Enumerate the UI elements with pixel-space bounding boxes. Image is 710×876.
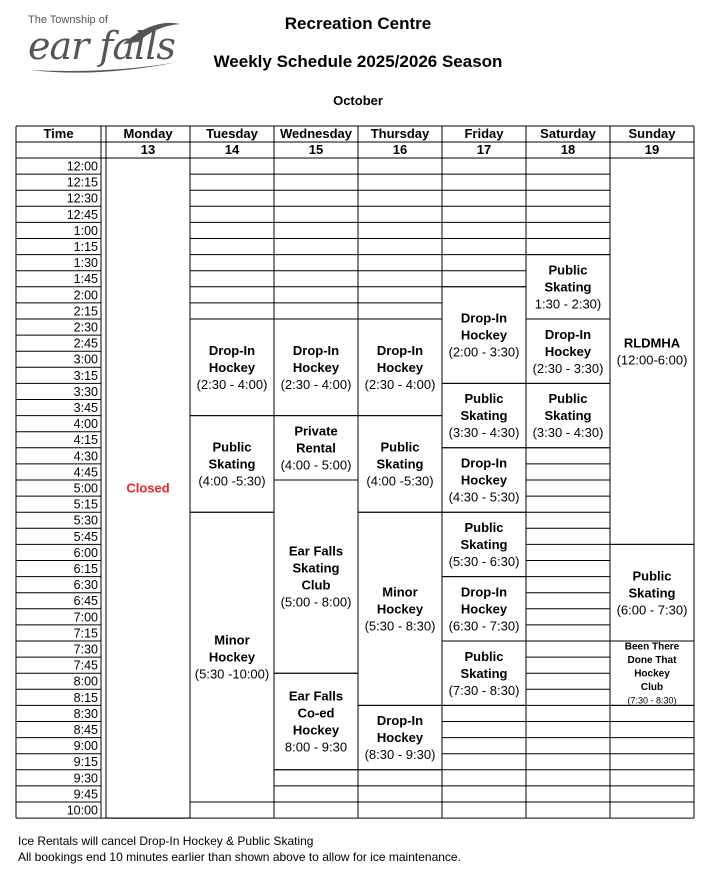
event-label: Skating [460,408,508,424]
event-label: Club [301,577,331,593]
event-label: (7:30 - 8:30) [448,682,520,698]
time-label: 6:00 [73,545,98,560]
time-label: 5:00 [73,481,98,496]
event-label: Public [632,568,672,584]
time-label: 5:30 [73,513,98,528]
column-header-day: Tuesday [206,126,258,141]
event-label: Public [464,648,504,664]
event-label: (4:00 -5:30) [198,473,266,489]
event-label: Public [212,439,252,455]
event-label: (2:30 - 4:00) [196,376,268,392]
event-label: (6:30 - 7:30) [448,618,520,634]
page-title: Recreation Centre [284,14,432,33]
event-label: Drop-In [460,455,508,471]
time-label: 12:30 [66,191,98,206]
event-label: (2:30 - 4:00) [280,376,352,392]
time-label: 7:30 [73,642,98,657]
time-label: 2:30 [73,320,98,335]
event-label: Hockey [292,722,340,738]
time-label: 3:30 [73,384,98,399]
event-label: Skating [460,536,508,552]
column-header-date: 16 [392,142,408,157]
event-label: (12:00-6:00) [616,352,688,368]
time-label: 4:45 [73,465,98,480]
event-label: Been There [624,641,680,653]
event-label: Ear Falls [288,543,344,559]
column-header-day: Saturday [540,126,596,141]
event-label: Hockey [460,601,508,617]
footer-note-rentals: Ice Rentals will cancel Drop-In Hockey & Public Skating [18,834,314,848]
time-label: 12:15 [66,175,98,190]
time-label: 6:45 [73,594,98,609]
column-header-date: 15 [308,142,324,157]
event-label: Hockey [292,359,340,375]
time-label: 8:00 [73,674,98,689]
event-label: 1:30 - 2:30) [534,296,602,312]
time-label: 12:45 [66,207,98,222]
event-label: Public [548,391,588,407]
time-label: 7:15 [73,626,98,641]
time-label: 10:00 [66,803,98,818]
event-label: Hockey [376,730,424,746]
event-label: (3:30 - 4:30) [448,425,520,441]
time-label: 8:45 [73,723,98,737]
time-label: 1:30 [73,256,98,271]
column-header-date: 17 [476,142,492,157]
event-label: Skating [208,456,256,472]
time-label: 4:15 [73,433,98,448]
time-label: 5:45 [73,529,98,544]
event-label: Hockey [208,359,256,375]
event-label: Drop-In [460,584,508,600]
time-label: 9:30 [73,771,98,786]
column-header-date: 19 [644,142,660,157]
event-label: Drop-In [544,326,592,342]
event-label: Skating [376,456,424,472]
column-header-date: 18 [560,142,576,157]
event-label: Minor [214,632,250,648]
time-label: 9:00 [73,739,98,754]
event-label: (7:30 - 8:30) [627,695,677,706]
time-label: 12:00 [66,159,98,174]
event-label: Public [464,519,504,535]
column-header-day: Thursday [370,126,430,141]
event-label: Drop-In [376,713,424,729]
column-header-day: Time [43,126,74,141]
event-label: Rental [296,440,336,456]
time-label: 2:45 [73,336,98,351]
time-label: 9:45 [73,787,98,802]
time-label: 3:45 [73,401,98,415]
event-label: Public [464,391,504,407]
event-label: (2:00 - 3:30) [448,344,520,360]
event-label: (5:30 - 8:30) [364,618,436,634]
time-label: 5:15 [73,497,98,512]
event-label: (6:00 - 7:30) [616,602,688,618]
event-label: Hockey [376,601,424,617]
time-label: 2:15 [73,304,98,319]
time-label: 4:30 [73,449,98,464]
event-label: Skating [544,279,592,295]
event-label: Skating [544,408,592,424]
event-label: RLDMHA [623,335,681,351]
event-label: (4:30 - 5:30) [448,489,520,505]
event-label: Drop-In [292,342,340,358]
event-label: (3:30 - 4:30) [532,425,604,441]
time-label: 7:00 [73,610,98,625]
footer-note-bookings: All bookings end 10 minutes earlier than shown above to allow for ice maintenance. [18,850,461,864]
event-label: Skating [292,560,340,576]
page-subtitle: Weekly Schedule 2025/2026 Season [213,52,503,71]
time-label: 3:15 [73,368,98,383]
event-label: Hockey [376,359,424,375]
event-label: Hockey [634,668,670,680]
time-label: 1:45 [73,272,98,287]
column-header-day: Sunday [628,126,676,141]
event-label: Public [548,262,588,278]
column-header-day: Friday [464,126,504,141]
event-label: (8:30 - 9:30) [364,747,436,763]
event-label: Closed [126,480,170,496]
time-label: 4:00 [73,417,98,432]
event-label: (2:30 - 4:00) [364,376,436,392]
time-label: 6:15 [73,562,98,576]
event-label: 8:00 - 9:30 [284,739,348,755]
time-label: 6:30 [73,578,98,593]
time-label: 8:30 [73,706,98,721]
event-label: Skating [628,585,676,601]
event-label: Drop-In [208,342,256,358]
event-label: Done That [627,655,677,667]
event-label: (5:30 - 6:30) [448,553,520,569]
time-label: 8:15 [73,690,98,705]
time-label: 7:45 [73,658,98,673]
event-label: Ear Falls [288,688,344,704]
event-label: Private [294,423,338,439]
logo-small-text: The Township of [28,14,108,26]
column-header-date: 14 [224,142,240,157]
logo-main-text: ear falls [28,24,175,68]
event-label: Club [640,682,664,694]
event-label: Minor [382,584,418,600]
event-label: Skating [460,665,508,681]
event-label: Public [380,439,420,455]
event-label: Drop-In [376,342,424,358]
month-label: October [333,93,383,108]
column-header-day: Monday [123,126,173,141]
time-label: 9:15 [73,755,98,770]
event-label: (4:00 - 5:00) [280,457,352,473]
time-label: 3:00 [73,352,98,367]
event-label: Drop-In [460,310,508,326]
time-label: 1:00 [73,223,98,238]
event-label: Co-ed [297,705,335,721]
event-label: (5:00 - 8:00) [280,594,352,610]
event-label: (4:00 -5:30) [366,473,434,489]
event-label: Hockey [460,327,508,343]
event-label: Hockey [460,472,508,488]
event-label: Hockey [208,649,256,665]
event-label: (2:30 - 3:30) [532,360,604,376]
time-label: 1:15 [73,240,98,254]
column-header-day: Wednesday [279,126,353,141]
column-header-date: 13 [140,142,156,157]
time-label: 2:00 [73,288,98,303]
event-label: Hockey [544,343,592,359]
event-label: (5:30 -10:00) [194,666,270,682]
